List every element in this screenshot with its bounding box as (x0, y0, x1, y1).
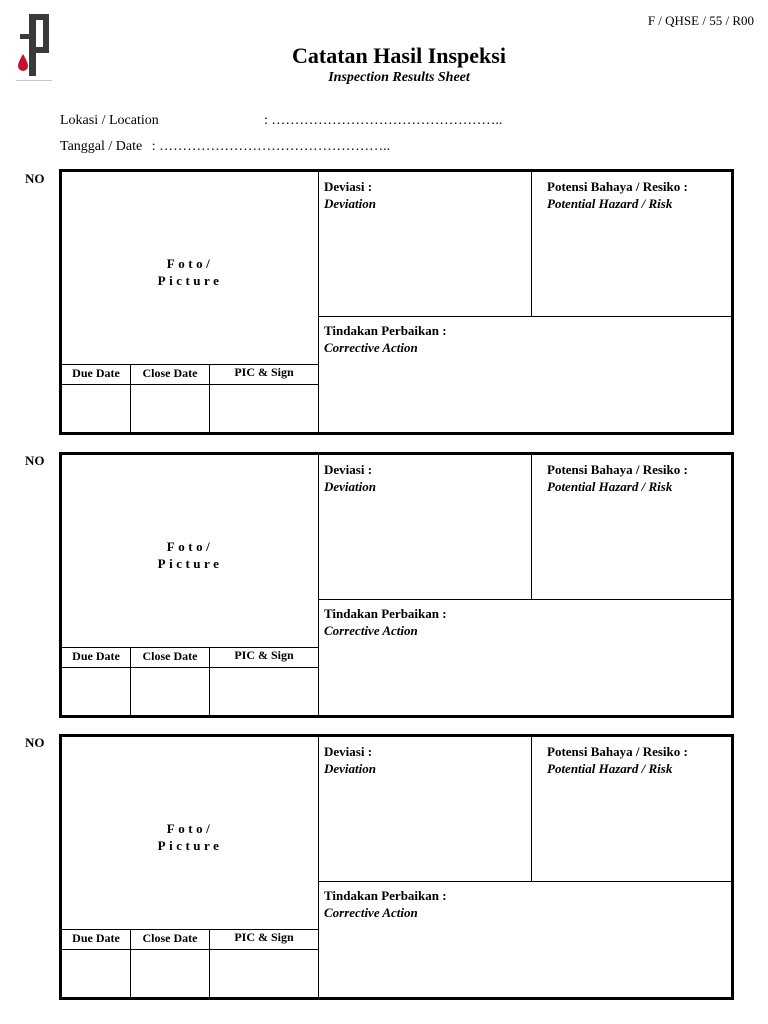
close-date-header: Close Date (142, 649, 198, 663)
hazard-field[interactable] (547, 743, 688, 777)
corrective-label-en: Corrective Action (324, 905, 418, 920)
corrective-action-field[interactable] (324, 322, 447, 356)
hazard-label-en: Potential Hazard / Risk (547, 761, 673, 776)
location-field[interactable]: : ………………………………………….. (264, 113, 503, 128)
photo-label-en: Picture (157, 273, 223, 288)
photo-label: Foto/ (166, 821, 214, 836)
due-date-header: Due Date (72, 366, 120, 380)
pic-sign-header: PIC & Sign (234, 648, 294, 662)
inspection-card (59, 169, 734, 435)
hazard-label-en: Potential Hazard / Risk (547, 479, 673, 494)
page-subtitle: Inspection Results Sheet (328, 70, 470, 85)
close-date-header: Close Date (142, 931, 198, 945)
date-field[interactable]: : ………………………………………….. (151, 139, 391, 154)
page-title: Catatan Hasil Inspeksi (292, 43, 506, 68)
close-date-header: Close Date (142, 366, 198, 380)
inspection-card (59, 452, 734, 718)
deviation-label-en: Deviation (324, 196, 376, 211)
photo-area[interactable] (62, 255, 318, 289)
deviation-field[interactable] (324, 178, 376, 212)
corrective-label: Tindakan Perbaikan : (324, 323, 447, 338)
pic-sign-header: PIC & Sign (234, 930, 294, 944)
corrective-action-field[interactable] (324, 605, 447, 639)
location-label: Lokasi / Location (60, 113, 159, 128)
deviation-label-en: Deviation (324, 479, 376, 494)
hazard-label: Potensi Bahaya / Resiko : (547, 179, 688, 194)
photo-area[interactable] (62, 538, 318, 572)
corrective-label-en: Corrective Action (324, 340, 418, 355)
due-date-header: Due Date (72, 931, 120, 945)
due-date-header: Due Date (72, 649, 120, 663)
deviation-label: Deviasi : (324, 179, 373, 194)
inspection-card (59, 734, 734, 1000)
no-label: NO (25, 735, 45, 750)
pic-sign-header: PIC & Sign (234, 365, 294, 379)
corrective-label-en: Corrective Action (324, 623, 418, 638)
corrective-label: Tindakan Perbaikan : (324, 888, 447, 903)
deviation-label: Deviasi : (324, 462, 373, 477)
corrective-label: Tindakan Perbaikan : (324, 606, 447, 621)
date-row (60, 139, 390, 155)
hazard-label: Potensi Bahaya / Resiko : (547, 744, 688, 759)
hazard-field[interactable] (547, 461, 688, 495)
form-code: F / QHSE / 55 / R00 (647, 13, 754, 28)
deviation-label: Deviasi : (324, 744, 373, 759)
photo-label-en: Picture (157, 556, 223, 571)
corrective-action-field[interactable] (324, 887, 447, 921)
deviation-field[interactable] (324, 461, 376, 495)
no-label: NO (25, 453, 45, 468)
deviation-label-en: Deviation (324, 761, 376, 776)
hazard-label: Potensi Bahaya / Resiko : (547, 462, 688, 477)
date-label: Tanggal / Date (60, 139, 143, 154)
deviation-field[interactable] (324, 743, 376, 777)
photo-label: Foto/ (166, 539, 214, 554)
photo-label-en: Picture (157, 838, 223, 853)
no-label: NO (25, 171, 45, 186)
hazard-field[interactable] (547, 178, 688, 212)
photo-label: Foto/ (166, 256, 214, 271)
photo-area[interactable] (62, 820, 318, 854)
hazard-label-en: Potential Hazard / Risk (547, 196, 673, 211)
